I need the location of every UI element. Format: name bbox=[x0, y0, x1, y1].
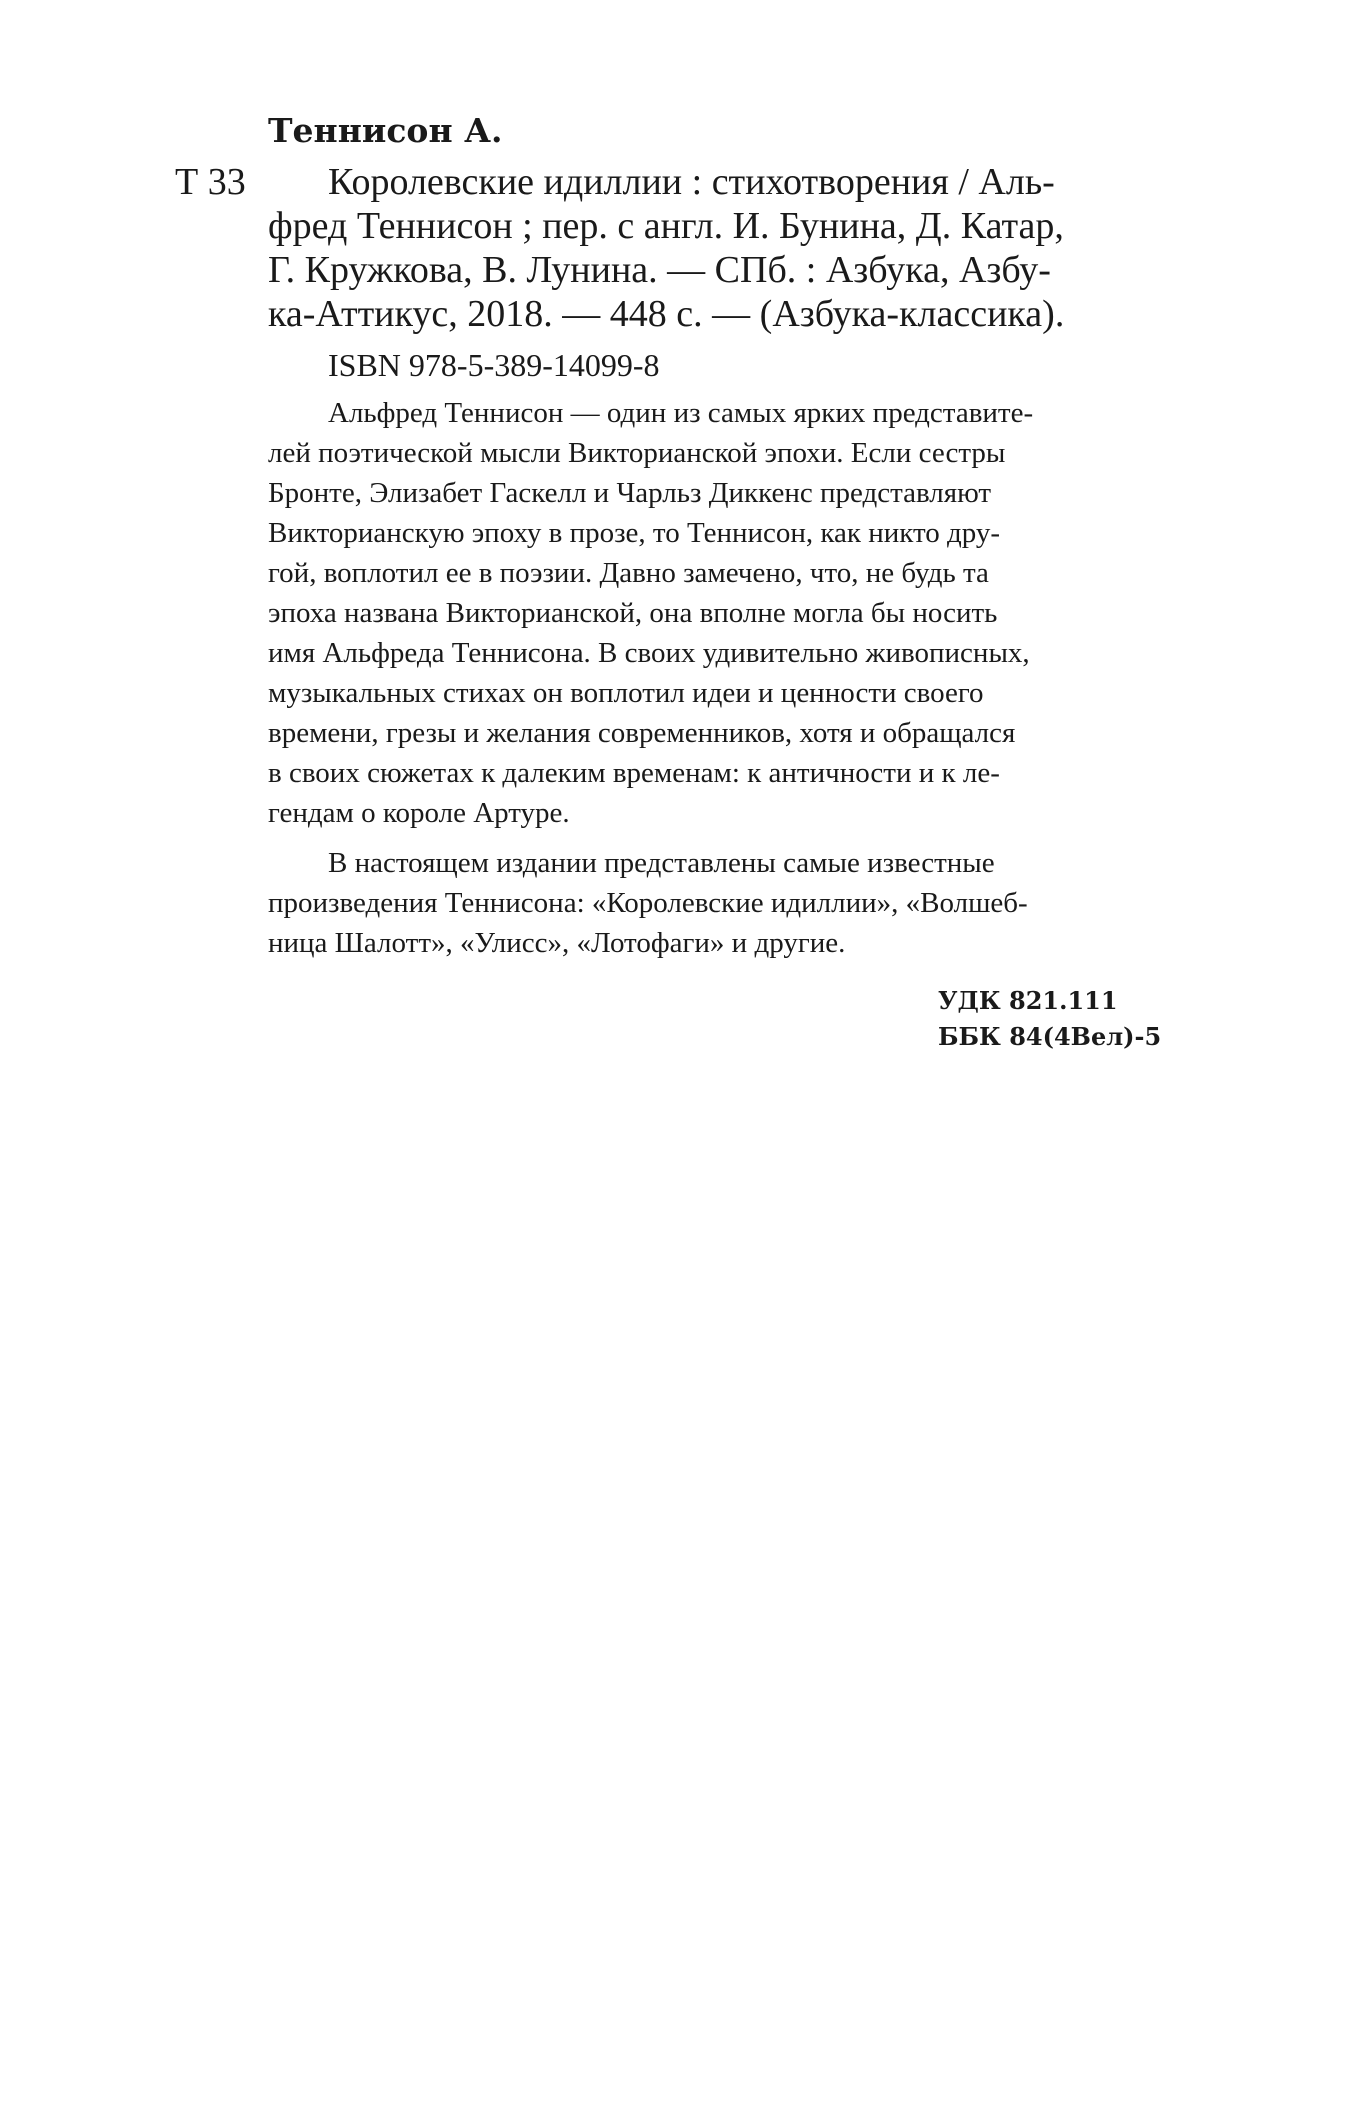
annotation-line: эпоха названа Викторианской, она вполне могла бы носить bbox=[268, 597, 998, 629]
annotation-line: времени, грезы и желания современников, хотя и обращался bbox=[268, 717, 1016, 749]
author-heading: Теннисон А. bbox=[268, 111, 503, 150]
paragraph-gap bbox=[268, 833, 1183, 843]
udk-code: УДК 821.111 bbox=[938, 986, 1118, 1015]
isbn: ISBN 978-5-389-14099-8 bbox=[328, 347, 660, 383]
annotation-line: гой, воплотил ее в поэзии. Давно замечено, что, не будь та bbox=[268, 557, 989, 589]
author-sign-code: Т 33 bbox=[175, 161, 246, 203]
annotation bbox=[268, 393, 1183, 963]
annotation-line: ница Шалотт», «Улисс», «Лотофаги» и другие. bbox=[268, 927, 846, 959]
annotation-line: в своих сюжетах к далеким временам: к античности и к ле- bbox=[268, 757, 1000, 789]
annotation-line: Бронте, Элизабет Гаскелл и Чарльз Диккенс представляют bbox=[268, 477, 992, 509]
annotation-line: имя Альфреда Теннисона. В своих удивительно живописных, bbox=[268, 637, 1030, 669]
annotation-line: В настоящем издании представлены самые известные bbox=[328, 847, 995, 879]
bibliographic-line: фред Теннисон ; пер. с англ. И. Бунина, Д. Катар, bbox=[268, 205, 1064, 247]
bibliographic-line: Г. Кружкова, В. Лунина. — СПб. : Азбука, Азбу- bbox=[268, 249, 1051, 291]
annotation-line: лей поэтической мысли Викторианской эпохи. Если сестры bbox=[268, 437, 1006, 469]
annotation-line: гендам о короле Артуре. bbox=[268, 797, 570, 829]
annotation-line: Альфред Теннисон — один из самых ярких представите- bbox=[328, 397, 1034, 429]
classification-codes bbox=[938, 983, 1161, 1055]
bibliographic-line: ка-Аттикус, 2018. — 448 с. — (Азбука-классика). bbox=[268, 293, 1065, 335]
bbk-code: ББК 84(4Вел)-5 bbox=[938, 1022, 1162, 1051]
bibliographic-line: Королевские идиллии : стихотворения / Аль- bbox=[328, 161, 1055, 203]
annotation-line: музыкальных стихах он воплотил идеи и ценности своего bbox=[268, 677, 984, 709]
bibliographic-description bbox=[268, 160, 1065, 336]
annotation-line: Викторианскую эпоху в прозе, то Теннисон, как никто дру- bbox=[268, 517, 1001, 549]
annotation-line: произведения Теннисона: «Королевские идиллии», «Волшеб- bbox=[268, 887, 1028, 919]
